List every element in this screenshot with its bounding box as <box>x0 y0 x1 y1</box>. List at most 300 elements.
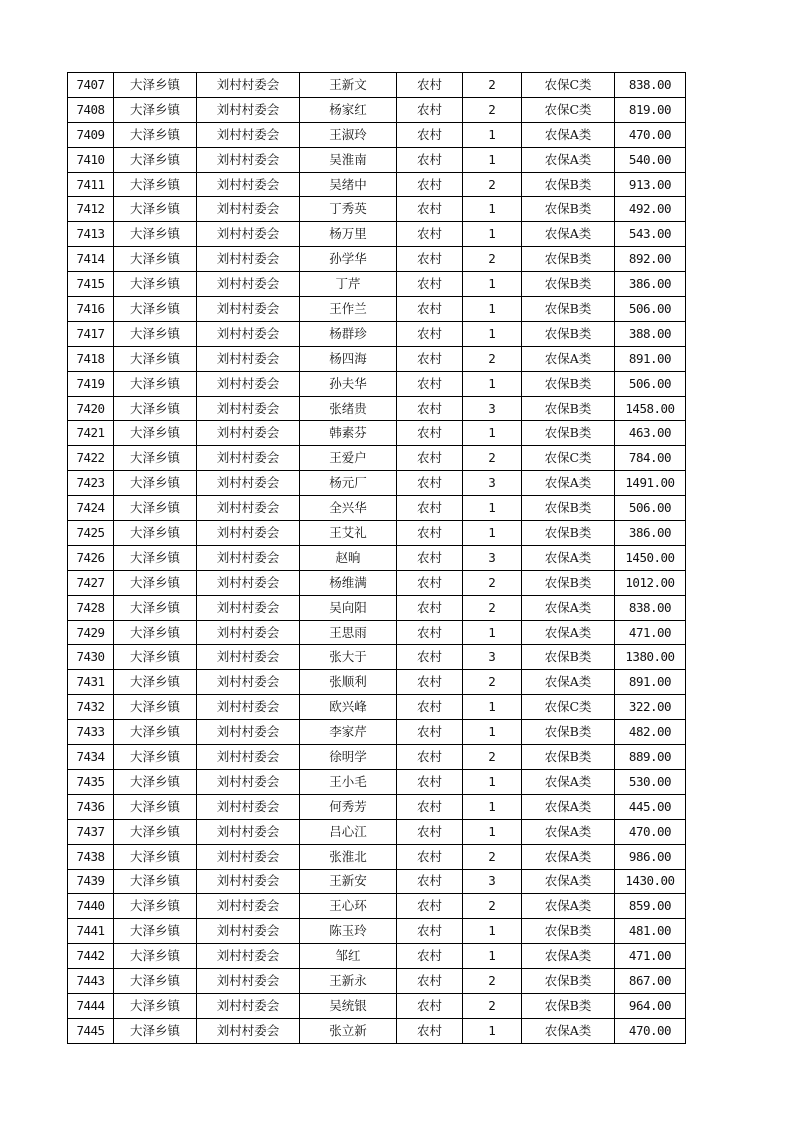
cell-id: 7412 <box>68 197 114 222</box>
cell-category: 农保A类 <box>522 122 615 147</box>
cell-village: 刘村村委会 <box>197 545 300 570</box>
cell-town: 大泽乡镇 <box>114 745 197 770</box>
cell-village: 刘村村委会 <box>197 1018 300 1043</box>
cell-amount: 530.00 <box>615 769 686 794</box>
cell-amount: 482.00 <box>615 720 686 745</box>
cell-count: 2 <box>463 172 522 197</box>
cell-count: 1 <box>463 496 522 521</box>
cell-type: 农村 <box>397 869 463 894</box>
cell-category: 农保B类 <box>522 396 615 421</box>
cell-id: 7422 <box>68 446 114 471</box>
cell-amount: 859.00 <box>615 894 686 919</box>
cell-name: 王新文 <box>300 73 397 98</box>
cell-name: 杨四海 <box>300 346 397 371</box>
cell-id: 7413 <box>68 222 114 247</box>
cell-type: 农村 <box>397 720 463 745</box>
cell-type: 农村 <box>397 73 463 98</box>
cell-amount: 892.00 <box>615 247 686 272</box>
cell-amount: 506.00 <box>615 371 686 396</box>
cell-amount: 463.00 <box>615 421 686 446</box>
cell-type: 农村 <box>397 97 463 122</box>
cell-name: 王爱户 <box>300 446 397 471</box>
cell-name: 韩素芬 <box>300 421 397 446</box>
cell-village: 刘村村委会 <box>197 670 300 695</box>
cell-village: 刘村村委会 <box>197 919 300 944</box>
roster-body <box>68 73 686 1044</box>
cell-town: 大泽乡镇 <box>114 919 197 944</box>
cell-name: 吴统银 <box>300 993 397 1018</box>
cell-amount: 470.00 <box>615 122 686 147</box>
cell-amount: 819.00 <box>615 97 686 122</box>
cell-count: 2 <box>463 670 522 695</box>
cell-town: 大泽乡镇 <box>114 346 197 371</box>
cell-amount: 891.00 <box>615 346 686 371</box>
cell-count: 2 <box>463 745 522 770</box>
cell-name: 欧兴峰 <box>300 695 397 720</box>
cell-amount: 445.00 <box>615 794 686 819</box>
cell-town: 大泽乡镇 <box>114 695 197 720</box>
cell-count: 1 <box>463 695 522 720</box>
cell-count: 1 <box>463 769 522 794</box>
cell-name: 张大于 <box>300 645 397 670</box>
cell-village: 刘村村委会 <box>197 944 300 969</box>
cell-type: 农村 <box>397 222 463 247</box>
cell-amount: 838.00 <box>615 73 686 98</box>
cell-village: 刘村村委会 <box>197 496 300 521</box>
table-row <box>68 272 686 297</box>
cell-id: 7414 <box>68 247 114 272</box>
cell-amount: 1430.00 <box>615 869 686 894</box>
cell-town: 大泽乡镇 <box>114 720 197 745</box>
cell-count: 1 <box>463 297 522 322</box>
cell-count: 3 <box>463 645 522 670</box>
cell-village: 刘村村委会 <box>197 222 300 247</box>
table-row <box>68 869 686 894</box>
cell-count: 1 <box>463 371 522 396</box>
cell-count: 3 <box>463 471 522 496</box>
cell-amount: 470.00 <box>615 819 686 844</box>
cell-name: 杨家红 <box>300 97 397 122</box>
cell-amount: 913.00 <box>615 172 686 197</box>
cell-name: 王新永 <box>300 969 397 994</box>
cell-amount: 471.00 <box>615 944 686 969</box>
cell-count: 2 <box>463 894 522 919</box>
cell-name: 王作兰 <box>300 297 397 322</box>
cell-category: 农保C类 <box>522 73 615 98</box>
cell-category: 农保C类 <box>522 97 615 122</box>
cell-town: 大泽乡镇 <box>114 496 197 521</box>
cell-type: 农村 <box>397 944 463 969</box>
cell-type: 农村 <box>397 1018 463 1043</box>
cell-town: 大泽乡镇 <box>114 321 197 346</box>
table-row <box>68 844 686 869</box>
cell-type: 农村 <box>397 670 463 695</box>
table-row <box>68 695 686 720</box>
cell-category: 农保B类 <box>522 371 615 396</box>
cell-amount: 891.00 <box>615 670 686 695</box>
cell-category: 农保A类 <box>522 844 615 869</box>
cell-id: 7415 <box>68 272 114 297</box>
cell-count: 2 <box>463 346 522 371</box>
cell-id: 7411 <box>68 172 114 197</box>
cell-type: 农村 <box>397 521 463 546</box>
cell-town: 大泽乡镇 <box>114 844 197 869</box>
cell-id: 7443 <box>68 969 114 994</box>
cell-amount: 1458.00 <box>615 396 686 421</box>
table-row <box>68 595 686 620</box>
cell-village: 刘村村委会 <box>197 97 300 122</box>
cell-village: 刘村村委会 <box>197 595 300 620</box>
cell-count: 1 <box>463 272 522 297</box>
cell-category: 农保B类 <box>522 645 615 670</box>
cell-name: 张绪贵 <box>300 396 397 421</box>
cell-town: 大泽乡镇 <box>114 371 197 396</box>
table-row <box>68 720 686 745</box>
cell-name: 吴向阳 <box>300 595 397 620</box>
cell-amount: 964.00 <box>615 993 686 1018</box>
cell-category: 农保A类 <box>522 222 615 247</box>
cell-id: 7436 <box>68 794 114 819</box>
table-row <box>68 545 686 570</box>
cell-id: 7425 <box>68 521 114 546</box>
table-row <box>68 670 686 695</box>
cell-type: 农村 <box>397 545 463 570</box>
cell-name: 丁芹 <box>300 272 397 297</box>
cell-category: 农保A类 <box>522 346 615 371</box>
cell-town: 大泽乡镇 <box>114 595 197 620</box>
table-row <box>68 769 686 794</box>
table-row <box>68 745 686 770</box>
table-row <box>68 1018 686 1043</box>
cell-count: 1 <box>463 819 522 844</box>
cell-type: 农村 <box>397 272 463 297</box>
cell-name: 陈玉玲 <box>300 919 397 944</box>
cell-village: 刘村村委会 <box>197 471 300 496</box>
cell-id: 7429 <box>68 620 114 645</box>
cell-amount: 838.00 <box>615 595 686 620</box>
table-row <box>68 620 686 645</box>
cell-id: 7417 <box>68 321 114 346</box>
cell-count: 2 <box>463 446 522 471</box>
cell-name: 王新安 <box>300 869 397 894</box>
cell-name: 孙学华 <box>300 247 397 272</box>
cell-category: 农保B类 <box>522 297 615 322</box>
cell-amount: 481.00 <box>615 919 686 944</box>
cell-category: 农保A类 <box>522 794 615 819</box>
cell-type: 农村 <box>397 122 463 147</box>
cell-category: 农保B类 <box>522 321 615 346</box>
roster-table <box>67 72 686 1044</box>
cell-id: 7408 <box>68 97 114 122</box>
cell-village: 刘村村委会 <box>197 272 300 297</box>
cell-name: 何秀芳 <box>300 794 397 819</box>
cell-name: 赵晌 <box>300 545 397 570</box>
cell-category: 农保A类 <box>522 670 615 695</box>
cell-type: 农村 <box>397 247 463 272</box>
cell-amount: 889.00 <box>615 745 686 770</box>
cell-category: 农保A类 <box>522 545 615 570</box>
cell-count: 2 <box>463 570 522 595</box>
cell-name: 张立新 <box>300 1018 397 1043</box>
cell-count: 1 <box>463 919 522 944</box>
cell-type: 农村 <box>397 645 463 670</box>
cell-name: 丁秀英 <box>300 197 397 222</box>
cell-amount: 471.00 <box>615 620 686 645</box>
cell-category: 农保A类 <box>522 944 615 969</box>
cell-name: 杨元厂 <box>300 471 397 496</box>
cell-category: 农保A类 <box>522 1018 615 1043</box>
cell-id: 7438 <box>68 844 114 869</box>
cell-town: 大泽乡镇 <box>114 172 197 197</box>
cell-name: 王小毛 <box>300 769 397 794</box>
cell-town: 大泽乡镇 <box>114 769 197 794</box>
cell-type: 农村 <box>397 695 463 720</box>
cell-id: 7426 <box>68 545 114 570</box>
cell-name: 王思雨 <box>300 620 397 645</box>
cell-count: 2 <box>463 595 522 620</box>
cell-name: 杨万里 <box>300 222 397 247</box>
cell-type: 农村 <box>397 147 463 172</box>
table-row <box>68 471 686 496</box>
cell-village: 刘村村委会 <box>197 371 300 396</box>
cell-count: 1 <box>463 222 522 247</box>
table-row <box>68 371 686 396</box>
table-row <box>68 396 686 421</box>
cell-type: 农村 <box>397 346 463 371</box>
cell-town: 大泽乡镇 <box>114 993 197 1018</box>
cell-category: 农保B类 <box>522 993 615 1018</box>
cell-id: 7410 <box>68 147 114 172</box>
cell-id: 7428 <box>68 595 114 620</box>
table-row <box>68 919 686 944</box>
cell-name: 王淑玲 <box>300 122 397 147</box>
cell-id: 7421 <box>68 421 114 446</box>
cell-town: 大泽乡镇 <box>114 222 197 247</box>
cell-type: 农村 <box>397 570 463 595</box>
cell-town: 大泽乡镇 <box>114 247 197 272</box>
cell-id: 7433 <box>68 720 114 745</box>
cell-town: 大泽乡镇 <box>114 521 197 546</box>
cell-amount: 1491.00 <box>615 471 686 496</box>
cell-count: 2 <box>463 247 522 272</box>
cell-count: 2 <box>463 97 522 122</box>
cell-type: 农村 <box>397 769 463 794</box>
cell-amount: 322.00 <box>615 695 686 720</box>
cell-town: 大泽乡镇 <box>114 272 197 297</box>
cell-amount: 386.00 <box>615 272 686 297</box>
cell-type: 农村 <box>397 471 463 496</box>
cell-id: 7419 <box>68 371 114 396</box>
cell-village: 刘村村委会 <box>197 346 300 371</box>
cell-count: 2 <box>463 844 522 869</box>
cell-name: 吴绪中 <box>300 172 397 197</box>
cell-category: 农保A类 <box>522 471 615 496</box>
cell-category: 农保B类 <box>522 247 615 272</box>
cell-amount: 784.00 <box>615 446 686 471</box>
table-row <box>68 197 686 222</box>
cell-type: 农村 <box>397 396 463 421</box>
cell-category: 农保B类 <box>522 919 615 944</box>
cell-id: 7435 <box>68 769 114 794</box>
table-row <box>68 346 686 371</box>
cell-id: 7434 <box>68 745 114 770</box>
table-row <box>68 73 686 98</box>
cell-name: 吕心江 <box>300 819 397 844</box>
cell-category: 农保A类 <box>522 147 615 172</box>
cell-amount: 543.00 <box>615 222 686 247</box>
cell-village: 刘村村委会 <box>197 695 300 720</box>
cell-category: 农保B类 <box>522 745 615 770</box>
cell-town: 大泽乡镇 <box>114 297 197 322</box>
cell-type: 农村 <box>397 919 463 944</box>
cell-category: 农保A类 <box>522 620 615 645</box>
cell-town: 大泽乡镇 <box>114 471 197 496</box>
cell-category: 农保B类 <box>522 720 615 745</box>
cell-id: 7432 <box>68 695 114 720</box>
table-row <box>68 172 686 197</box>
cell-village: 刘村村委会 <box>197 720 300 745</box>
cell-count: 1 <box>463 1018 522 1043</box>
cell-id: 7444 <box>68 993 114 1018</box>
cell-amount: 470.00 <box>615 1018 686 1043</box>
cell-town: 大泽乡镇 <box>114 969 197 994</box>
cell-town: 大泽乡镇 <box>114 73 197 98</box>
cell-town: 大泽乡镇 <box>114 545 197 570</box>
cell-type: 农村 <box>397 297 463 322</box>
cell-type: 农村 <box>397 595 463 620</box>
cell-id: 7439 <box>68 869 114 894</box>
cell-name: 杨群珍 <box>300 321 397 346</box>
table-row <box>68 321 686 346</box>
cell-count: 1 <box>463 421 522 446</box>
cell-id: 7420 <box>68 396 114 421</box>
cell-town: 大泽乡镇 <box>114 894 197 919</box>
cell-id: 7440 <box>68 894 114 919</box>
cell-count: 3 <box>463 869 522 894</box>
cell-village: 刘村村委会 <box>197 396 300 421</box>
cell-category: 农保A类 <box>522 869 615 894</box>
cell-town: 大泽乡镇 <box>114 620 197 645</box>
cell-count: 1 <box>463 147 522 172</box>
cell-town: 大泽乡镇 <box>114 944 197 969</box>
cell-count: 1 <box>463 720 522 745</box>
cell-town: 大泽乡镇 <box>114 1018 197 1043</box>
cell-amount: 506.00 <box>615 297 686 322</box>
cell-village: 刘村村委会 <box>197 794 300 819</box>
cell-amount: 388.00 <box>615 321 686 346</box>
cell-type: 农村 <box>397 172 463 197</box>
cell-amount: 986.00 <box>615 844 686 869</box>
cell-village: 刘村村委会 <box>197 73 300 98</box>
cell-id: 7441 <box>68 919 114 944</box>
cell-category: 农保B类 <box>522 969 615 994</box>
cell-town: 大泽乡镇 <box>114 794 197 819</box>
cell-count: 1 <box>463 122 522 147</box>
cell-amount: 386.00 <box>615 521 686 546</box>
cell-village: 刘村村委会 <box>197 297 300 322</box>
cell-village: 刘村村委会 <box>197 521 300 546</box>
cell-count: 1 <box>463 620 522 645</box>
cell-count: 2 <box>463 993 522 1018</box>
table-row <box>68 297 686 322</box>
cell-type: 农村 <box>397 745 463 770</box>
cell-category: 农保C类 <box>522 695 615 720</box>
cell-village: 刘村村委会 <box>197 819 300 844</box>
cell-category: 农保B类 <box>522 421 615 446</box>
cell-town: 大泽乡镇 <box>114 869 197 894</box>
cell-category: 农保B类 <box>522 197 615 222</box>
cell-village: 刘村村委会 <box>197 421 300 446</box>
cell-village: 刘村村委会 <box>197 745 300 770</box>
table-row <box>68 794 686 819</box>
cell-category: 农保B类 <box>522 272 615 297</box>
cell-name: 张淮北 <box>300 844 397 869</box>
cell-category: 农保B类 <box>522 521 615 546</box>
cell-category: 农保A类 <box>522 769 615 794</box>
cell-amount: 867.00 <box>615 969 686 994</box>
cell-town: 大泽乡镇 <box>114 197 197 222</box>
cell-id: 7431 <box>68 670 114 695</box>
cell-count: 2 <box>463 969 522 994</box>
cell-type: 农村 <box>397 894 463 919</box>
cell-name: 徐明学 <box>300 745 397 770</box>
cell-count: 1 <box>463 944 522 969</box>
cell-name: 吴淮南 <box>300 147 397 172</box>
cell-count: 1 <box>463 197 522 222</box>
cell-category: 农保A类 <box>522 894 615 919</box>
cell-amount: 1012.00 <box>615 570 686 595</box>
cell-type: 农村 <box>397 371 463 396</box>
cell-id: 7409 <box>68 122 114 147</box>
cell-category: 农保B类 <box>522 172 615 197</box>
cell-village: 刘村村委会 <box>197 769 300 794</box>
cell-village: 刘村村委会 <box>197 197 300 222</box>
cell-id: 7442 <box>68 944 114 969</box>
cell-town: 大泽乡镇 <box>114 819 197 844</box>
cell-id: 7424 <box>68 496 114 521</box>
cell-type: 农村 <box>397 197 463 222</box>
cell-village: 刘村村委会 <box>197 969 300 994</box>
table-row <box>68 570 686 595</box>
cell-id: 7416 <box>68 297 114 322</box>
cell-id: 7430 <box>68 645 114 670</box>
cell-amount: 506.00 <box>615 496 686 521</box>
table-row <box>68 421 686 446</box>
cell-type: 农村 <box>397 969 463 994</box>
cell-count: 3 <box>463 545 522 570</box>
cell-village: 刘村村委会 <box>197 446 300 471</box>
cell-name: 张顺利 <box>300 670 397 695</box>
cell-amount: 1450.00 <box>615 545 686 570</box>
cell-village: 刘村村委会 <box>197 993 300 1018</box>
table-row <box>68 147 686 172</box>
cell-name: 孙夫华 <box>300 371 397 396</box>
cell-town: 大泽乡镇 <box>114 645 197 670</box>
cell-type: 农村 <box>397 421 463 446</box>
cell-id: 7437 <box>68 819 114 844</box>
table-row <box>68 97 686 122</box>
cell-count: 1 <box>463 794 522 819</box>
table-row <box>68 122 686 147</box>
cell-category: 农保B类 <box>522 570 615 595</box>
cell-village: 刘村村委会 <box>197 122 300 147</box>
cell-village: 刘村村委会 <box>197 570 300 595</box>
cell-type: 农村 <box>397 993 463 1018</box>
cell-category: 农保C类 <box>522 446 615 471</box>
cell-town: 大泽乡镇 <box>114 396 197 421</box>
cell-amount: 1380.00 <box>615 645 686 670</box>
table-row <box>68 521 686 546</box>
